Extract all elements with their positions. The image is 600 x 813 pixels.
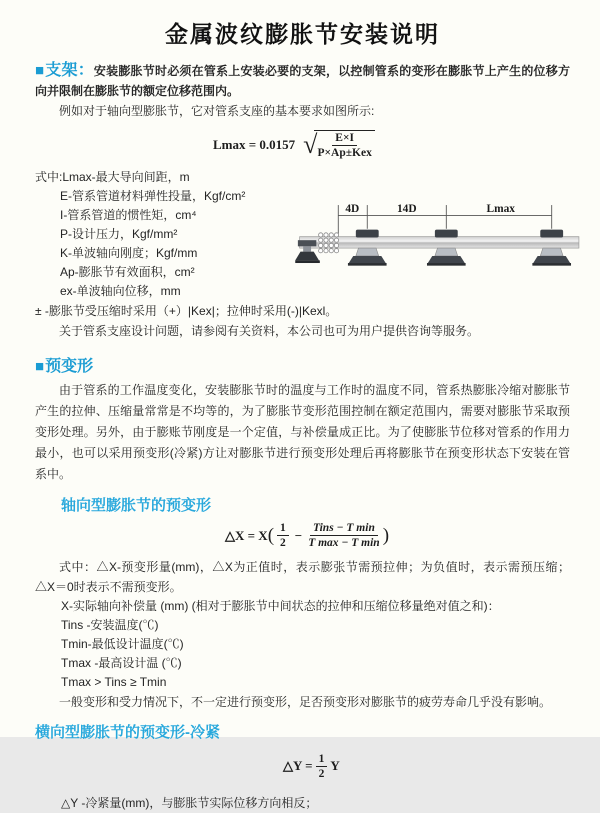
lateral-one-half-fraction (313, 752, 331, 782)
lmax-fraction-denominator: P×Ap±Kex (317, 147, 372, 160)
symbol-definitions-list (35, 168, 297, 301)
definition-line: P-设计压力，Kgf/mm² (60, 226, 178, 241)
axial-formula-lhs: △X = X (225, 527, 268, 543)
pipe-diagram-svg (297, 194, 600, 289)
page-title: 金属波纹膨胀节安装说明 (165, 21, 440, 47)
axial-notes-list (35, 597, 570, 692)
predeform-body-paragraph: 由于管系的工作温度变化，安装膨胀节时的温度与工作时的温度不同，管系热膨胀冷缩对膨胀节产生的拉伸、压缩量常常是不均等的，为了膨胀节变形范围控制在额定范围内，需要对膨胀节采取预变形处理。另外，由于膨账节刚度是一个定值，与补偿量成正比。为了使膨胀节位移对管系的作用力最小，也可以采用预变形(冷紧)方让对膨胀节进行预变形处理后再将膨胀节在预变形状态下安装在管系中。 (35, 382, 570, 481)
lmax-formula-lhs: Lmax = 0.0157 (213, 137, 296, 153)
axial-subheading: 轴向型膨胀节的预变形 (61, 496, 212, 514)
lateral-note-line: △Y -冷紧量(mm)，与膨胀节实际位移方向相反； (61, 796, 318, 811)
note-line: Tmax > Tins ≥ Tmin (61, 674, 167, 689)
support-example-line: 例如对于轴向型膨胀节，它对管系支座的基本要求如图所示: (59, 104, 375, 118)
support-section-heading (35, 62, 94, 79)
predeform-heading-label: 预变形 (45, 357, 94, 375)
predeform-section-heading (35, 353, 570, 376)
dimension-label-14d: 14D (396, 202, 417, 215)
definition-line: 式中:Lmax-最大导向间距，m (35, 169, 190, 184)
consult-note-line: 关于管系支座设计问题，请参阅有关资料，本公司也可为用户提供咨询等服务。 (59, 323, 480, 338)
note-line: Tins -安装温度(℃) (61, 617, 159, 632)
lmax-formula (213, 130, 570, 161)
lmax-fraction-numerator: E×I (332, 131, 357, 146)
note-line: X-实际轴向补偿量 (mm) (相对于膨胀节中间状态的拉伸和压缩位移量绝对值之和)： (61, 598, 500, 613)
lmax-fraction (314, 130, 374, 161)
half-numerator: 1 (277, 521, 289, 536)
lateral-subheading: 横向型膨胀节的预变形-冷紧 (35, 723, 220, 741)
definition-line: K-单波轴向刚度；Kgf/mm (60, 245, 198, 260)
definition-line: I-管系管道的惯性矩，cm⁴ (60, 207, 197, 222)
pm-note-line: ± -膨胀节受压缩时采用（+）|Kex|；拉伸时采用(-)|Kexl。 (35, 303, 338, 318)
lateral-numerator: 1 (316, 752, 328, 767)
support-intro-text: 安装膨胀节时必须在管系上安装必要的支架，以控制管系的变形在膨胀节上产生的位移方向并限制在膨胀节的额定位移范围内。 (35, 64, 570, 98)
dimension-label-4d: 4D (345, 202, 360, 215)
definition-line: ex-单波轴向位移，mm (60, 283, 181, 298)
dimension-label-lmax: Lmax (486, 202, 516, 215)
axial-footer-line: 一般变形和受力情况下，不一定进行预变形，足否预变形对膨胀节的疲劳寿命几乎没有影响。 (59, 694, 552, 709)
sqrt-expression (303, 130, 375, 161)
axial-note-main: 式中：△X-预变形量(mm)，△X为正值时，表示膨张节需预拉伸；为负值时，表示需预压缩；△X＝0时表示不需预变形。 (35, 559, 570, 594)
half-denominator: 2 (280, 537, 286, 550)
anchor-support (295, 240, 320, 263)
section-square-icon: ■ (35, 357, 45, 375)
sqrt-radical-icon: √ (303, 130, 318, 160)
note-line: Tmin-最低设计温度(℃) (61, 636, 184, 651)
close-paren: ) (382, 525, 390, 547)
pipe (300, 236, 579, 247)
one-half-fraction (274, 521, 292, 551)
pipe-support-diagram (297, 168, 600, 301)
temperature-fraction (305, 521, 383, 551)
axial-formula (225, 521, 570, 551)
temperature-denominator: T max − T min (308, 537, 380, 550)
lateral-formula-lhs: △Y = (283, 758, 313, 774)
section-square-icon: ■ (35, 62, 45, 79)
lateral-formula-rhs: Y (330, 758, 340, 774)
note-line: Tmax -最高设计温 (℃) (61, 655, 182, 670)
minus-operator: − (294, 527, 303, 543)
lateral-formula (283, 752, 570, 782)
temperature-numerator: Tins − T min (310, 521, 378, 536)
support-heading-label: 支架： (45, 62, 94, 79)
definitions-and-diagram-row (35, 168, 570, 301)
open-paren: ( (267, 525, 275, 547)
lateral-denominator: 2 (318, 767, 325, 780)
definition-line: Ap-膨胀节有效面积，cm² (60, 264, 195, 279)
definition-line: E-管系管道材料弹性投量，Kgf/cm² (60, 188, 246, 203)
support-intro-paragraph (35, 61, 570, 101)
